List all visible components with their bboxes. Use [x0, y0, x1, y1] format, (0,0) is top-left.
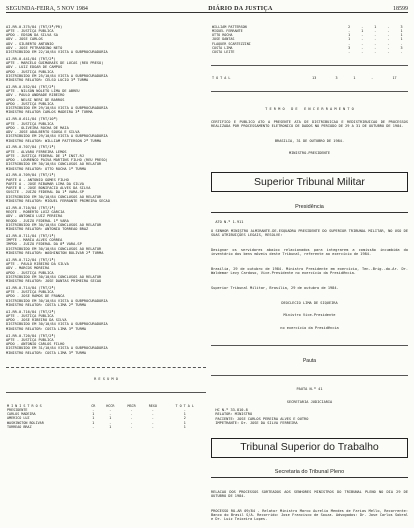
header-page-number: 18599	[393, 6, 408, 12]
entry-process-number: AI.RR-0.716/84 (TRT/2ª)	[6, 309, 56, 314]
divider	[211, 65, 408, 66]
entry-line: DISTRIBUIDO EM 30/10/84 CONCLUSOS AO RELATOR	[6, 274, 102, 279]
total-cell: 13	[312, 76, 317, 81]
entry-process-number: AI.RR-0.714/84 (TRT/2ª)	[6, 285, 56, 290]
entry-process-number: AI.RR-0.707/84 (TRT/1ª)	[6, 145, 56, 150]
tst-title: Tribunal Superior do Trabalho	[240, 441, 379, 454]
resumo-table	[6, 404, 206, 430]
divider	[211, 345, 408, 346]
entry-line: MINISTRO RELATOR: WASHINGTON BOLIVAR 2ª TURMA	[6, 250, 104, 255]
pauta-number: PAUTA N.º 41	[296, 386, 323, 391]
table-cell: -	[130, 424, 133, 429]
distribution-entry	[6, 25, 206, 55]
distribution-list	[6, 25, 206, 355]
entry-line: MINISTRO RELATOR: WILLIAM PATTERSON 2ª TURMA	[6, 138, 102, 143]
table-cell: 1	[92, 420, 95, 425]
table-cell: 1	[374, 24, 377, 29]
entry-process-number: AI.RR-0.441/84 (TRT/2ª)	[6, 56, 56, 61]
entry-line: MINISTRO RELATOR: COSTA LIMA 3ª TURMA	[6, 326, 87, 331]
entry-line: DISTRIBUIDO EM 30/10/84 CONCLUSOS AO RELATOR	[6, 162, 102, 167]
tst-intro: RELACAO DOS PROCESSOS SORTEADOS AOS SENHORES MINISTROS DO TRIBUNAL PLENO NO DIA 29 DE OUTUBRO DE 1984.	[211, 489, 408, 498]
entry-line: DISTRIBUIDO EM 25/10/84 VISTA A SUBPROCURADORIA	[6, 73, 108, 78]
stm-title: Superior Tribunal Militar	[254, 176, 365, 189]
entry-line: PARTE B - JOSE BONIFACIO ALVES DA SILVA	[6, 186, 91, 191]
entry-line: MINISTRO RELATOR: ANTONIO TORREAO BRAZ	[6, 227, 89, 232]
entry-line: ADV - GILBERTO ANTONIO	[6, 41, 54, 46]
entry-line: MINISTRO RELATOR: CELSO LUCIO 3ª TURMA	[6, 78, 89, 83]
entry-line: DISTRIBUIDO EM 30/10/84 VISTA A SUBPROCURADORIA	[6, 298, 108, 303]
tst-title-box	[211, 438, 408, 458]
hc-number: HC N.º 33.810-8	[215, 408, 248, 412]
table-cell: -	[374, 28, 377, 33]
table-cell: 1	[400, 37, 403, 42]
table-cell: -	[374, 50, 377, 54]
header-date: SEGUNDA-FEIRA, 5 NOV 1984	[6, 6, 88, 12]
resumo-header-cell: T O T A L	[175, 403, 194, 408]
table-cell: -	[387, 37, 390, 42]
total-cell: 17	[392, 76, 397, 81]
table-cell: PRESIDENTE	[7, 407, 28, 412]
hc-relator: RELATOR: MINISTRO	[215, 412, 253, 417]
table-cell: -	[109, 407, 112, 412]
stm-title-box	[211, 172, 408, 192]
table-cell: 1	[400, 28, 403, 33]
resumo-header-cell: CR	[91, 403, 96, 408]
termo-sign: MINISTRO-PRESIDENTE	[288, 151, 331, 156]
table-cell: -	[387, 33, 390, 37]
entry-line: APTE - JUSTIÇA PUBLICA	[6, 121, 54, 126]
entry-line: SUSCTE - JUIZO FEDERAL DA 1ª VARA-SP	[6, 190, 84, 195]
entry-line: APDO - OLIVEIRA ROCHA DE MAIA	[6, 125, 69, 130]
table-cell: -	[130, 420, 133, 425]
table-cell: -	[130, 412, 133, 417]
hc-impetrante: IMPETRANTE: Dr. JOSE DA SILVA FERREIRA	[215, 420, 298, 425]
entry-process-number: AI.RR-0.552/84 (TRT/2ª)	[6, 84, 56, 89]
table-cell: 1	[109, 424, 112, 429]
entry-line: ADV - JOSE ADALBERTO SOUSA E SILVA	[6, 130, 80, 135]
table-cell: -	[361, 24, 364, 29]
table-cell: WASHINGTON BOLIVAR	[7, 420, 44, 425]
table-cell: -	[361, 37, 364, 42]
entry-line: APTE - MARCELO GUIMARAES DE LUCAS (REU PRESO)	[6, 61, 104, 66]
total-cell: 1	[353, 76, 356, 81]
table-cell: -	[400, 41, 403, 46]
distribution-entry	[6, 117, 206, 143]
table-cell: COSTA LEITE	[212, 50, 235, 54]
table-cell: 1	[183, 424, 186, 429]
table-cell: COSTA LIMA	[212, 45, 233, 50]
table-cell: -	[374, 37, 377, 42]
table-cell: -	[387, 45, 390, 50]
entry-line: APDO - JOSE RAMOS DE FRANCA	[6, 294, 65, 299]
entry-line: PARTE A - JOSE RIBAMAR LIMA DA SILVA	[6, 181, 84, 186]
table-cell: FLAQUER SCARTEZZINI	[212, 41, 251, 46]
right-column	[211, 16, 408, 522]
entry-process-number: AI.RR-0.375/84 (TRT/3ª/PR)	[6, 24, 63, 29]
table-cell: 2	[348, 24, 351, 29]
entry-line: ADV - LUIZ EDGAR DE CAMPOS	[6, 65, 63, 70]
table-cell: -	[92, 424, 95, 429]
table-cell: -	[361, 45, 364, 50]
distribution-entry	[6, 286, 206, 307]
entry-line: DISTRIBUIDO EM 29/10/84 VISTA A SUBPROCURADORIA	[6, 134, 108, 139]
table-cell: 1	[183, 420, 186, 425]
table-cell: 1	[400, 33, 403, 37]
entry-line: REQTE - ROBERTO LUIZ GARCIA	[6, 210, 65, 215]
table-cell: 2	[183, 416, 186, 421]
table-row	[211, 50, 408, 54]
resumo-header-cell: MSCR	[127, 403, 136, 408]
entry-line: MINISTRO RELATOR: JOSE DANTAS PRIMEIRA SECAO	[6, 279, 102, 283]
table-cell: OTTO ROCHA	[212, 33, 233, 37]
divider	[211, 375, 408, 376]
stm-section: Presidência	[211, 203, 408, 213]
entry-process-number: AI.RR-0.611/84 (TRT/10ª)	[6, 117, 58, 122]
table-cell: -	[387, 41, 390, 46]
distribution-entry	[6, 258, 206, 284]
table-cell: WILLIAM PATTERSON	[212, 24, 247, 29]
entry-process-number: AI.RR-0.710/84 (TRT/1ª)	[6, 205, 56, 210]
entry-process-number: AI.RR-0.711/84 (TRT/1ª)	[6, 233, 56, 238]
table-cell: -	[348, 50, 351, 54]
table-cell: 1	[348, 33, 351, 37]
table-cell: -	[130, 407, 133, 412]
distribution-entry	[6, 145, 206, 171]
table-cell: -	[387, 24, 390, 29]
entry-line: APTE - JUSTIÇA FEDERAL DE 1ª INST-RJ	[6, 153, 84, 158]
entry-line: APDO - JOSE RIBEIRO DA SILVA	[6, 318, 67, 323]
entry-process-number: AI.RR-0.712/84 (TRT/1ª)	[6, 257, 56, 262]
stm-para1: O SENHOR MINISTRO ALMIRANTE-DE-ESQUADRA PRESIDENTE DO SUPERIOR TRIBUNAL MILITAR, NO USO DE SUAS ATRIBUIÇÕES LEGAIS, RESOLVE:	[211, 228, 408, 237]
divider	[211, 91, 408, 92]
table-cell: -	[374, 45, 377, 50]
table-cell: -	[387, 50, 390, 54]
entry-line: DISTRIBUIDO EM 30/10/84 CONCLUSOS AO RELATOR	[6, 246, 102, 251]
entry-line: ADV - PAULO ANDRADE RIBEIRO	[6, 93, 65, 98]
table-cell: AMERICO LUZ	[7, 416, 30, 421]
table-cell: -	[348, 41, 351, 46]
table-cell: 3	[348, 45, 351, 50]
table-cell: -	[374, 41, 377, 46]
stm-signer: DEOCLECIO LIMA DE SIQUEIRA	[281, 300, 338, 305]
total-label: T O T A L	[212, 76, 231, 81]
stm-signer-role: Ministro Vice-Presidente	[283, 313, 336, 318]
table-cell: -	[361, 50, 364, 54]
distribution-entry	[6, 334, 206, 355]
table-cell: CARLOS MADEIRA	[7, 412, 36, 417]
entry-line: DISTRIBUIDO EM 30/10/84 VISTA A SUBPROCURADORIA	[6, 322, 108, 327]
table-cell: -	[151, 407, 154, 412]
entry-line: APDO - JUSTIÇA PUBLICA	[6, 69, 54, 74]
table-cell: -	[374, 33, 377, 37]
entry-line: APTE - JUSTIÇA PUBLICA	[6, 313, 54, 318]
resumo-header-cell: M I N I S T R O S	[7, 403, 42, 408]
entry-line: DISTRIBUIDO EM 22/10/84 VISTA A SUBPROCURADORIA	[6, 50, 108, 54]
table-cell: -	[387, 28, 390, 33]
entry-line: ADV - JOSE PETRARDINO NETO	[6, 45, 63, 50]
table-cell: 3	[400, 24, 403, 29]
distribution-entry	[6, 206, 206, 232]
entry-line: APTE - JUSTIÇA PUBLICA	[6, 28, 54, 33]
table-cell: -	[151, 416, 154, 421]
resumo-header-row	[6, 404, 206, 408]
entry-line: APDO - EDSON DA SILVA SA	[6, 33, 58, 37]
entry-line: MINISTRO RELATOR: COSTA LIMA 3ª TURMA	[6, 350, 87, 355]
entry-line: DISTRIBUIDO EM 31/10/84 VISTA A SUBPROCURADORIA	[6, 346, 108, 351]
table-cell: -	[361, 33, 364, 37]
entry-line: IMPDO - JUIZO FEDERAL DA 8ª VARA-SP	[6, 242, 82, 247]
total-cell: -	[371, 76, 374, 81]
table-cell: -	[183, 407, 186, 412]
hc-paciente: PACIENTE: JOSE CARLOS PEREIRA ALVES E OUTRO	[215, 416, 309, 421]
entry-line: APDO - ANTONIO CARLOS FILHO	[6, 342, 65, 347]
entry-line: DISTRIBUIDO EM 30/10/84 CONCLUSOS AO RELATOR	[6, 222, 102, 227]
table-cell: -	[400, 50, 403, 54]
stm-para3: Brasília, 29 de outubro de 1984. Ministro Presidente em exercício, Ten.-Brig.-do-Ar. Dr. Waldemar Levy Cardoso, Vice-Presidente no exercício da Presidência.	[211, 266, 408, 275]
entry-process-number: AI.RR-0.709/84 (TRT/1ª)	[6, 173, 56, 178]
entry-line: MINISTRO RELATOR: OTTO ROCHA 1ª TURMA	[6, 166, 87, 171]
entry-line: IMPTE - MARIA ALVES CORREA	[6, 238, 63, 243]
table-cell: 1	[361, 28, 364, 33]
entry-line: MINISTRO RELATOR: COSTA LIMA 2ª TURMA	[6, 302, 87, 307]
table-cell: -	[151, 420, 154, 425]
entry-line: MINISTRO RELATOR: MIGUEL FERRANTE PRIMEIRA SECAO	[6, 198, 110, 203]
page-header	[6, 4, 408, 13]
table-cell: 1	[348, 37, 351, 42]
table-cell: -	[361, 41, 364, 46]
stm-act: ATO N.º 1.911	[215, 220, 244, 225]
entry-line: APDO - JUSTIÇA PUBLICA	[6, 270, 54, 275]
entry-line: APDO - NELSI NERI DE BARROS	[6, 97, 65, 102]
table-cell: -	[109, 420, 112, 425]
table-cell: -	[151, 424, 154, 429]
resumo-header-cell: HCCR	[106, 403, 115, 408]
table-cell: 1	[109, 416, 112, 421]
table-cell: -	[151, 412, 154, 417]
table-cell: 1	[92, 416, 95, 421]
table-cell: -	[109, 412, 112, 417]
entry-line: ADV - ANTONIO LUIZ PEREIRA	[6, 214, 63, 219]
entry-process-number: AI.RR-0.720/84 (TRT/2ª)	[6, 333, 56, 338]
left-column	[6, 16, 206, 496]
entry-line: APDO - LOURENCO PAIVA MARTINS FILHO (REU PRESO)	[6, 158, 108, 163]
termo-place: BRASILIA, 31 DE OUTUBRO DE 1984.	[274, 138, 345, 143]
entry-line: APDO - JUSTIÇA PUBLICA	[6, 101, 54, 106]
tst-process: PROCESSO RO-AR 09/84 - Relator Ministro Marco Aurelio Mendes de Farias Mello, Recorrente: Banco do Brasil S/A. Recorrido: Jose Francisco de Souza. Advogados: Dr. Jose Carlos Sobral e Dr. Luiz Teixeira Lopes.	[211, 508, 408, 522]
entry-line: DISTRIBUIDO EM 29/10/84 VISTA A SUBPROCURADORIA	[6, 106, 108, 111]
entry-line: PARTE A - ANTONIO GOMES FILHO	[6, 177, 69, 182]
resumo-header-cell: REXO	[148, 403, 157, 408]
distribution-entry	[6, 310, 206, 331]
entry-line: APTE - ALVARO FERREIRA LEMOS	[6, 149, 67, 154]
pauta-title: Pauta	[302, 357, 317, 364]
table-cell: MIGUEL FERRANTE	[212, 28, 243, 33]
stm-signer-role2: no exercício da Presidência	[280, 326, 339, 330]
summary-continued-table	[211, 25, 408, 55]
distribution-entry	[6, 234, 206, 255]
entry-line: ADV - MARCOS MOREIRA	[6, 266, 50, 271]
distribution-entry	[6, 57, 206, 83]
header-journal: DIÁRIO DA JUSTIÇA	[208, 6, 273, 12]
summary-total-table	[211, 76, 408, 80]
stm-date: Superior Tribunal Militar, Brasília, 29 de outubro de 1984.	[211, 285, 339, 290]
stm-para2: Designar os servidores abaixo relacionados para integrarem a comissão incumbida do inventário dos bens móveis deste Tribunal, referente ao exercício de 1984.	[211, 247, 408, 256]
table-cell: -	[130, 416, 133, 421]
entry-line: APTE - PAULO RIBEIRO DA SILVA	[6, 262, 69, 266]
table-cell: JOSE DANTAS	[212, 37, 235, 42]
table-cell: 1	[183, 412, 186, 417]
distribution-entry	[6, 85, 206, 115]
total-row	[211, 76, 408, 80]
table-cell: TORREAO BRAZ	[7, 424, 32, 429]
termo-title: T E R M O D E E N C E R R A M E N T O	[265, 106, 354, 111]
distribution-entry	[6, 173, 206, 203]
divider	[6, 367, 206, 368]
entry-line: MINISTRO RELATOR CARLOS MADEIRA 3ª TURMA	[6, 110, 93, 115]
entry-line: REQDO - JUIZO FEDERAL 1ª VARA	[6, 218, 69, 223]
table-cell: -	[92, 407, 95, 412]
termo-text: CERTIFICO E PUBLICO ATO A PRESENTE ATA DE DISTRIBUICAO E REDISTRIBUICAO DE PROCESSOS REALIZADA POR PROCESSAMENTO ELETRONICO DE DADOS NO PERIODO DE 29 A 31 DE OUTUBRO DE 1984.	[211, 119, 408, 128]
table-cell: 1	[92, 412, 95, 417]
table-row	[6, 425, 206, 429]
table-cell: -	[348, 28, 351, 33]
entry-line: APTE - NILSON NOLETO LIMA DE ABREU	[6, 89, 80, 94]
entry-line: APTE - JUSTIÇA PUBLICA	[6, 337, 54, 342]
tst-section: Secretaria do Tribunal Pleno	[211, 468, 408, 478]
entry-line: DISTRIBUIDO EM 30/10/84 CONCLUSOS AO RELATOR	[6, 194, 102, 199]
pauta-dept: SECRETARIA JUDICIARIA	[286, 399, 333, 404]
entry-line: ADV - JOSE CARLOS	[6, 37, 43, 42]
divider	[6, 392, 206, 393]
entry-line: APTE - JUSTIÇA PUBLICA	[6, 290, 54, 295]
table-cell: 3	[400, 45, 403, 50]
total-cell: 3	[335, 76, 338, 81]
resumo-title: R E S U M O	[94, 377, 118, 382]
